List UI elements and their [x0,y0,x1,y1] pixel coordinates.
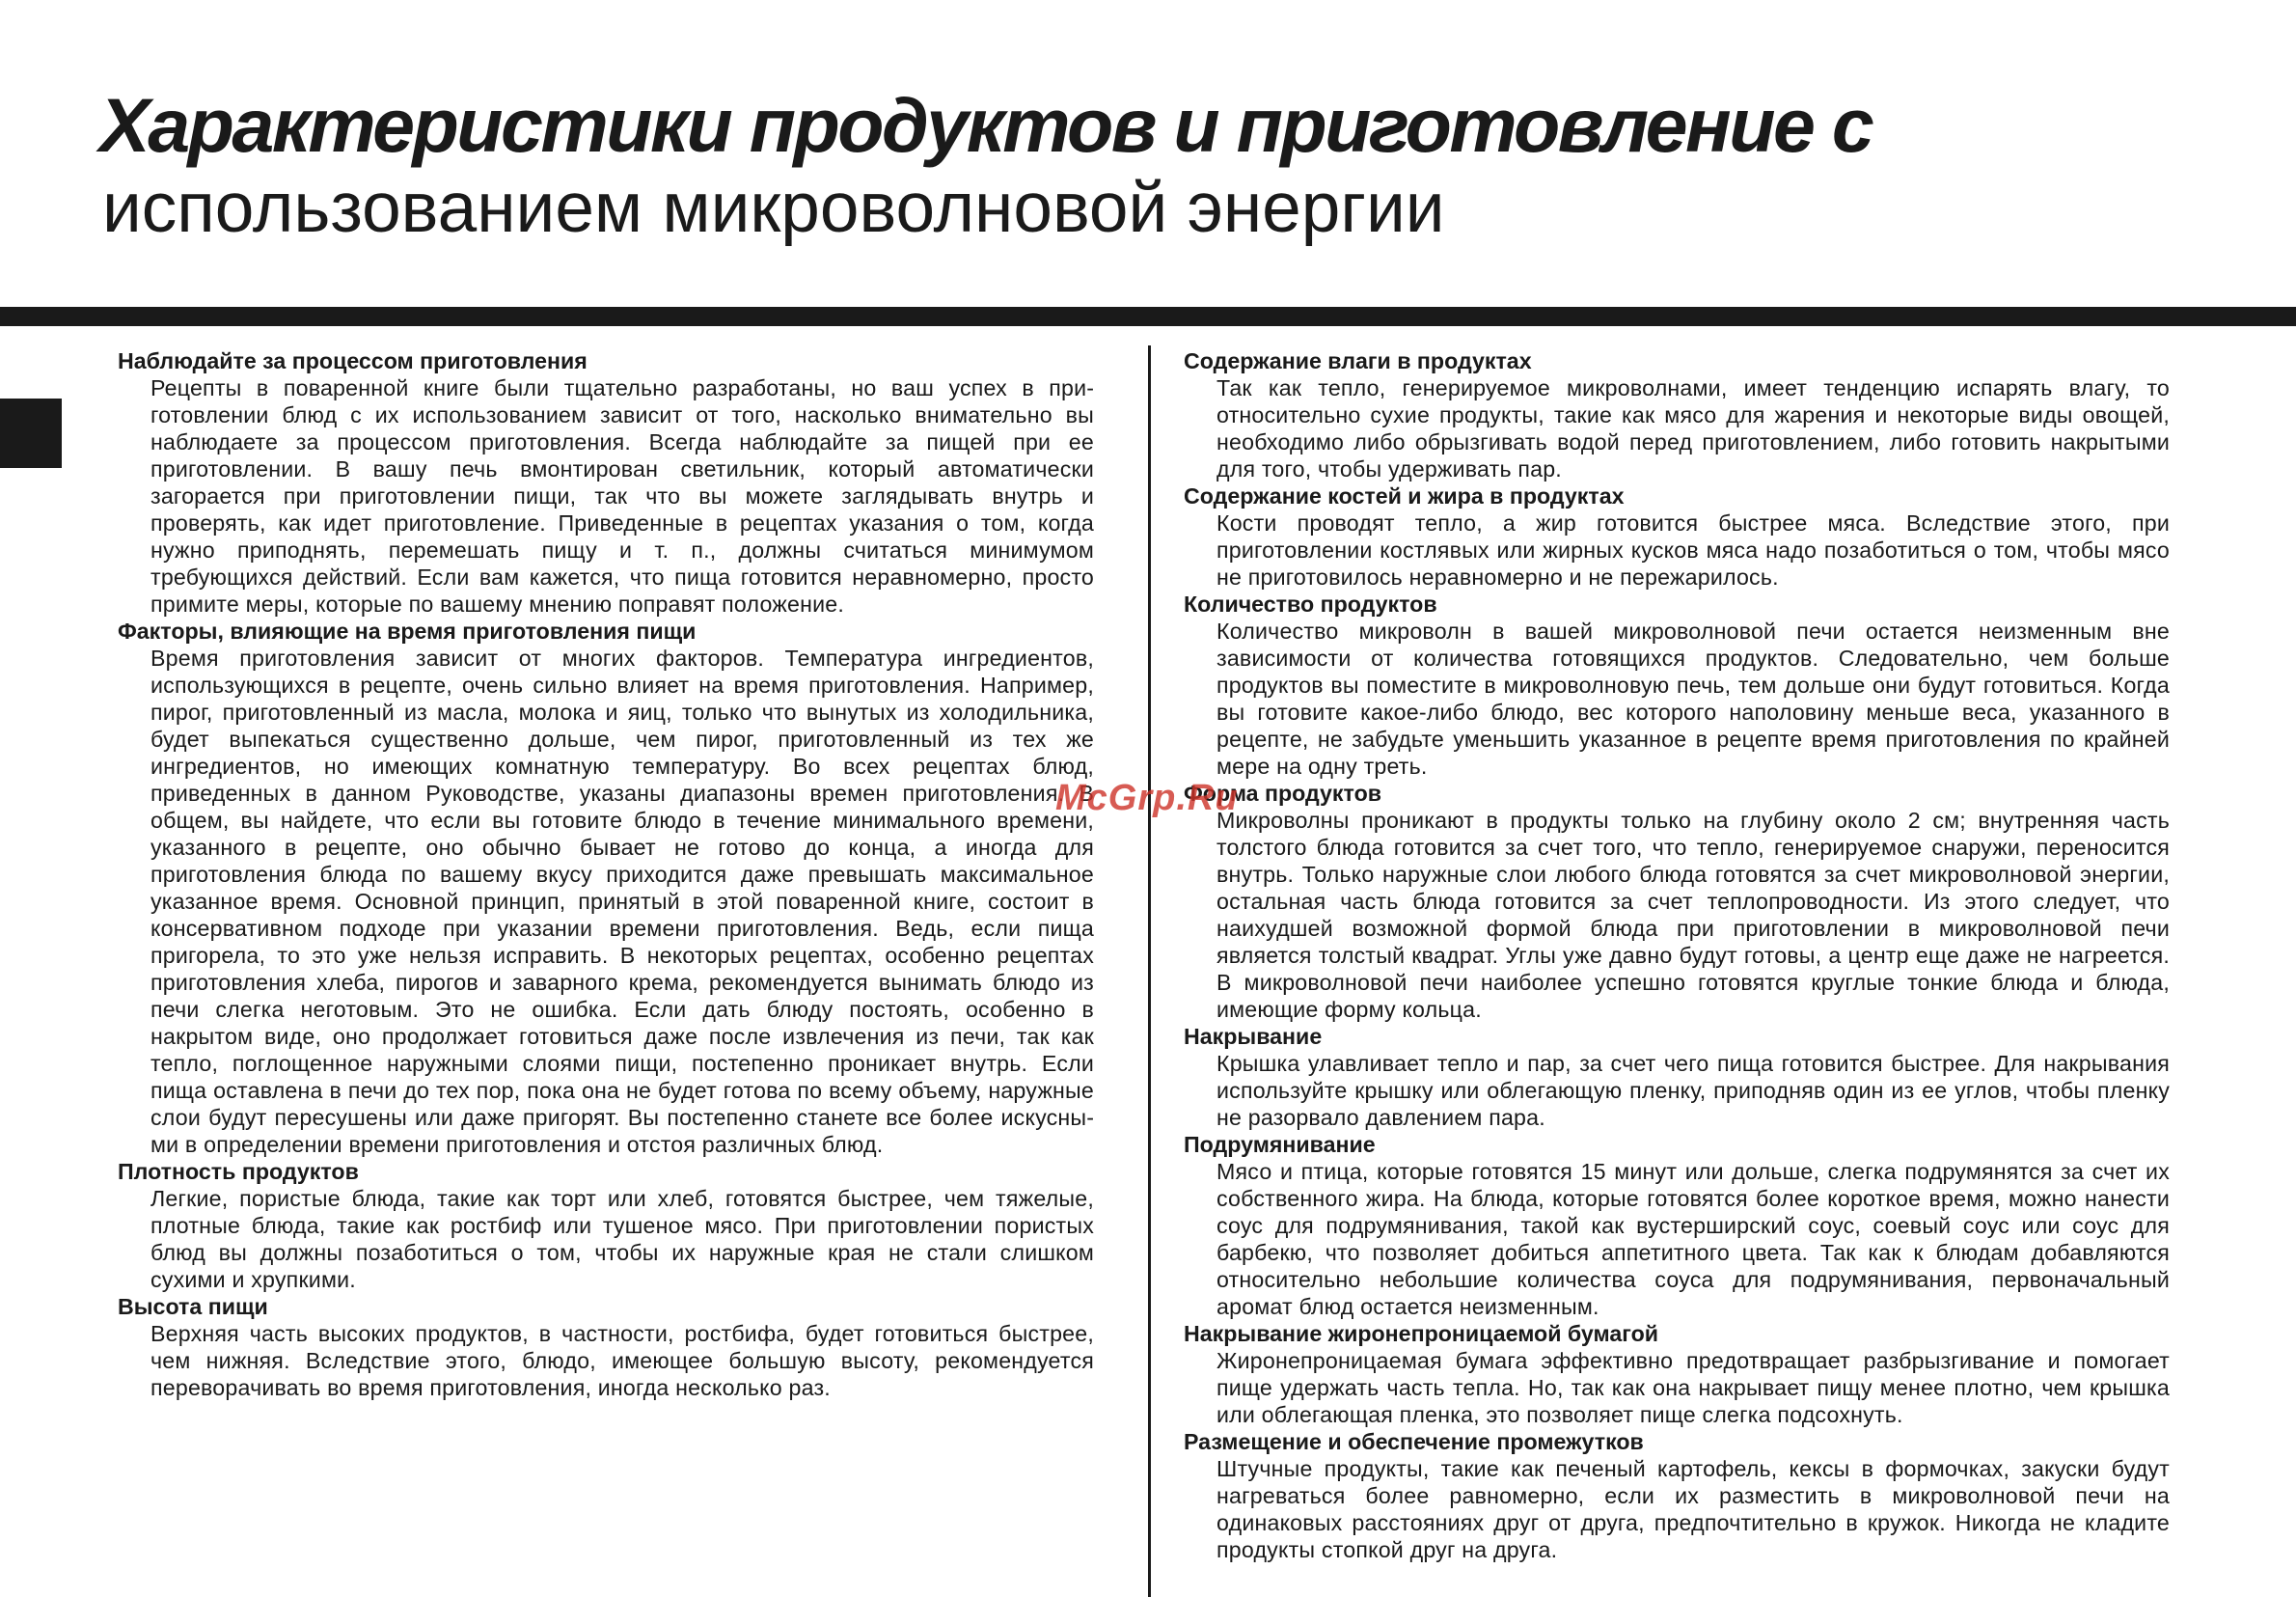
section-cooking-time-factors [118,618,1094,1158]
left-column [118,347,1094,1401]
page-title: Характеристики продуктов и приготовление с [99,82,1872,168]
section-spacing [1184,1428,2170,1563]
section-cooking-monitoring [118,347,1094,618]
section-text: Кости проводят тепло, а жир готовится быстрее мяса. Вследствие этого, при приготовлении костлявых или жирных кусков мяса надо позаботиться о том, чтобы мясо не приготовилось неравномерно и не пережарилось. [1216,510,2170,590]
section-heading: Размещение и обеспечение промежутков [1184,1429,1644,1454]
section-food-density [118,1158,1094,1293]
section-heading: Накрывание [1184,1024,1323,1049]
section-text: Количество микроволн в вашей микроволновой печи остается неизменным вне зависимости от количества готовящихся продуктов. Следовательно, чем больше продуктов вы поместите в микроволновую печь, тем дольше они будут готовиться. Когда вы готовите какое-либо блюдо, вес которого наполовину меньше веса, указанного в рецепте, не забудьте уменьшить указанное в рецепте время приготовления по крайней мере на одну треть. [1216,619,2170,779]
section-wax-paper-covering [1184,1320,2170,1428]
section-food-quantity [1184,591,2170,780]
section-browning [1184,1131,2170,1320]
section-heading: Содержание влаги в продуктах [1184,348,1532,373]
header-rule [0,307,2296,326]
section-heading: Наблюдайте за процессом приготовления [118,348,588,373]
watermark-text: McGrp.Ru [1055,778,1239,818]
section-heading: Высота пищи [118,1294,268,1319]
section-food-shape [1184,780,2170,1023]
section-text: Штучные продукты, такие как печеный картофель, кексы в формочках, закуски будут нагреваться более равномерно, если их разместить в микроволновой печи на одинаковых расстояниях друг от друга, предпочтительно в кружок. Никогда не кладите продукты стопкой друг на друга. [1216,1456,2170,1562]
column-divider [1148,345,1151,1597]
section-text: Крышка улавливает тепло и пар, за счет чего пища готовится быстрее. Для накрывания используйте крышку или облегающую пленку, приподняв один из ее углов, чтобы пленку не разорвало давлением пара. [1216,1051,2170,1130]
section-heading: Количество продуктов [1184,592,1437,617]
section-text: Легкие, пористые блюда, такие как торт или хлеб, готовятся быстрее, чем тяжелые, плотные блюда, такие как ростбиф или тушеное мясо. При приготовлении пористых блюд вы должны позаботиться о том, чтобы их наружные края не стали слишком сухими и хрупкими. [150,1186,1094,1292]
section-covering [1184,1023,2170,1131]
section-heading: Плотность продуктов [118,1159,359,1184]
section-food-height [118,1293,1094,1401]
section-heading: Накрывание жиронепроницаемой бумагой [1184,1321,1659,1346]
section-text: Жиронепроницаемая бумага эффективно предотвращает разбрызгивание и помогает пище удержать часть тепла. Но, так как она накрывает пищу менее плотно, чем крышка или облегающая пленка, это позволяет пище слегка подсохнуть. [1216,1348,2170,1427]
section-heading: Форма продуктов [1184,781,1381,806]
section-bone-fat-content [1184,482,2170,591]
section-text: Мясо и птица, которые готовятся 15 минут или дольше, слегка подрумянятся за счет их собственного жира. На блюда, которые готовятся более короткое время, можно нанести соус для подрумянивания, такой как вустерширский соус, соевый соус или соус для барбекю, что позволяет добиться аппетитного цвета. Так как к блюдам добавляются относительно небольшие количества соуса для подрумянивания, первоначальный аромат блюд остается неизменным. [1216,1159,2170,1319]
section-text: Микроволны проникают в продукты только на глубину около 2 см; внутренняя часть толстого блюда готовится за счет того, что тепло, генерируемое снаружи, переносится внутрь. Только наружные слои любого блюда готовятся за счет микроволновой энергии, остальная часть блюда готовится за счет теплопроводности. Из этого следует, что наихудшей возможной формой блюда при приготовлении в микроволновой печи является толстый квадрат. Углы уже давно будут готовы, а центр еще даже не нагреется. В микроволновой печи наиболее успешно готовятся круглые тонкие блюда и блюда, имеющие форму кольца. [1216,808,2170,1022]
section-text: Так как тепло, генерируемое микроволнами, имеет тенденцию испарять влагу, то относительно сухие продукты, такие как мясо для жарения и некоторые виды овощей, необходимо либо обрызгивать водой перед приготовлением, либо готовить накрытыми для того, чтобы удерживать пар. [1216,375,2170,482]
page-subtitle: использованием микроволновой энергии [102,169,1445,247]
section-moisture-content [1184,347,2170,482]
right-column [1184,347,2170,1563]
section-heading: Подрумянивание [1184,1132,1376,1157]
section-tab-marker [0,399,62,468]
section-text: Время приготовления зависит от многих факторов. Температура ингредиентов, использующихся в рецепте, очень сильно влияет на время приготовления. Например, пирог, приготовленный из масла, молока и яиц, только что вынутых из холодильника, будет выпекаться существенно дольше, чем пирог, приготовленный из тех же ингредиентов, но имеющих комнатную температуру. Во всех рецептах блюд, приведенных в данном Руководстве, указаны диапазоны времен приготовления. В общем, вы найдете, что если вы готовите блюдо в течение минимального времени, указанного в рецепте, оно обычно бывает не готово до конца, а иногда для приготовления блюда по вашему вкусу приходится даже превышать максимальное указанное время. Основной принцип, принятый в этой поваренной книге, состоит в консервативном подходе при указании времени приготовления. Ведь, если пища пригорела, то это уже нельзя исправить. В некоторых рецептах, особенно рецептах приготовления хлеба, пирогов и заварного крема, рекомендуется вынимать блюдо из печи слегка неготовым. Это не ошибка. Если дать блюду постоять, особенно в накрытом виде, оно продолжает готовиться даже после извлечения из печи, так как тепло, поглощенное наружными слоями пищи, постепенно проникает внутрь. Если пища оставлена в печи до тех пор, пока она не будет готова по всему объему, наружные слои будут пересушены или даже пригорят. Вы постепенно станете все более искусными в определении времени приготовления и отстоя различных блюд. [150,646,1094,1157]
section-heading: Содержание костей и жира в продуктах [1184,483,1625,509]
section-text: Рецепты в поваренной книге были тщательно разработаны, но ваш успех в приготовлении блюд с их использованием зависит от того, насколько внимательно вы наблюдаете за процессом приготовления. Всегда наблюдайте за пищей при ее приготовлении. В вашу печь вмонтирован светильник, который автоматически загорается при приготовлении пищи, так что вы можете заглядывать внутрь и проверять, как идет приготовление. Приведенные в рецептах указания о том, когда нужно приподнять, перемешать пищу и т. п., должны считаться минимумом требующихся действий. Если вам кажется, что пища готовится неравномерно, просто примите меры, которые по вашему мнению поправят положение. [150,375,1094,617]
section-heading: Факторы, влияющие на время приготовления пищи [118,619,697,644]
section-text: Верхняя часть высоких продуктов, в частности, ростбифа, будет готовиться быстрее, чем нижняя. Вследствие этого, блюдо, имеющее большую высоту, рекомендуется переворачивать во время приготовления, иногда несколько раз. [150,1321,1094,1400]
